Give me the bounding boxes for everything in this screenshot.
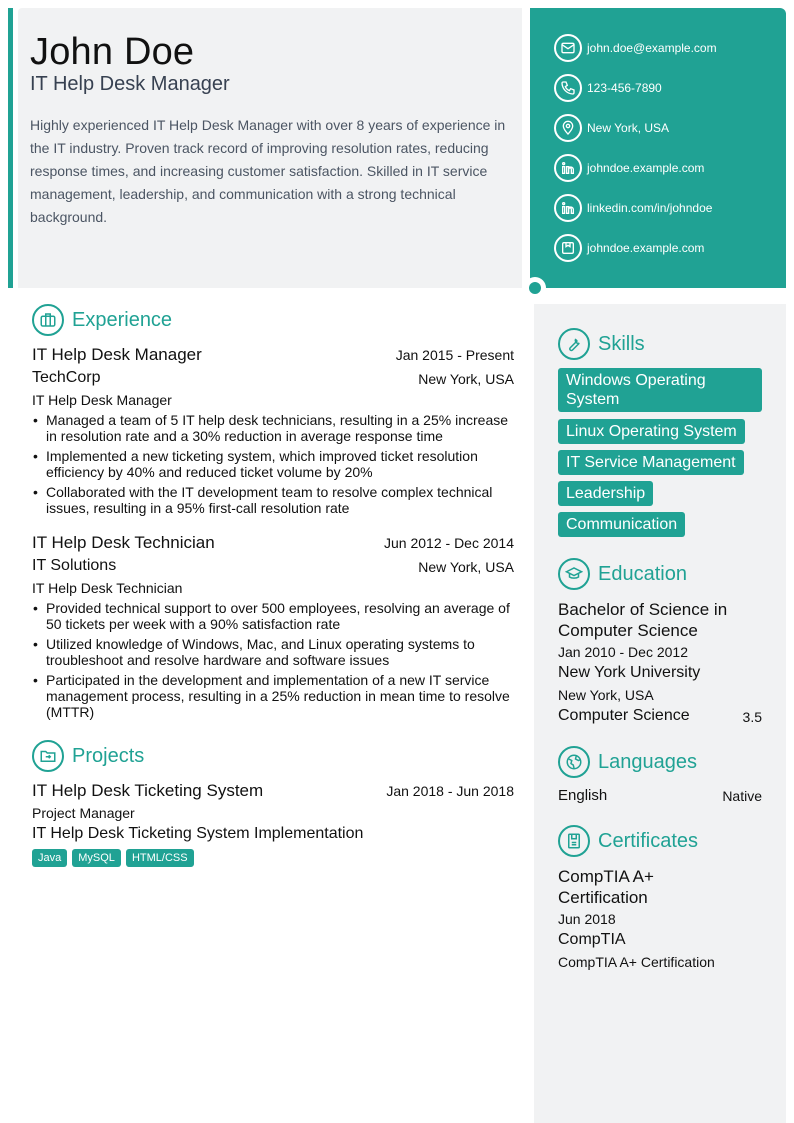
contact-website-1-text: johndoe.example.com xyxy=(587,161,705,175)
contact-location xyxy=(554,114,669,142)
job-bullets xyxy=(32,600,516,724)
linkedin-icon xyxy=(554,154,582,182)
skill-chip: Windows Operating System xyxy=(558,368,762,412)
education-dates: Jan 2010 - Dec 2012 xyxy=(558,644,688,660)
skills-heading xyxy=(558,328,645,360)
contact-panel xyxy=(530,8,786,288)
job-title: IT Help Desk Manager xyxy=(32,345,202,364)
job-location: New York, USA xyxy=(418,371,514,387)
list-item: • Implemented a new ticketing system, which improved ticket resolution efficiency by 40% and reduced ticket volume by 20% xyxy=(46,448,516,480)
certificate-date: Jun 2018 xyxy=(558,911,616,927)
language-name: English xyxy=(558,787,608,804)
certificates-title: Certificates xyxy=(598,829,699,852)
list-item: • Participated in the development and implementation of a new IT service management process, resulting in a 25% reduction in mean time to resolve (MTTR) xyxy=(46,672,516,720)
phone-icon xyxy=(554,74,582,102)
list-item: • Collaborated with the IT development team to resolve complex technical issues, resulting in a 95% first-call resolution rate xyxy=(46,484,516,516)
education-field: Computer Science xyxy=(558,707,690,724)
certificates-heading xyxy=(558,825,698,857)
list-item: • Provided technical support to over 500 employees, resolving an average of 50 tickets per week with a 90% satisfaction rate xyxy=(46,600,516,632)
contact-website-2[interactable] xyxy=(554,234,704,262)
project-role: Project Manager xyxy=(32,805,135,821)
header-accent-bar xyxy=(8,8,13,288)
skill-chip: Linux Operating System xyxy=(558,419,745,444)
folder-icon xyxy=(32,740,64,772)
list-item: • Managed a team of 5 IT help desk technicians, resulting in a 25% increase in resolution rate and a 30% reduction in average response time xyxy=(46,412,516,444)
job-dates: Jun 2012 - Dec 2014 xyxy=(384,535,514,551)
tag-chip: HTML/CSS xyxy=(126,849,194,867)
job-dates: Jan 2015 - Present xyxy=(395,347,514,363)
projects-title: Projects xyxy=(72,744,145,767)
job-location: New York, USA xyxy=(418,559,514,575)
candidate-name: John Doe xyxy=(30,31,195,73)
linkedin-icon xyxy=(554,194,582,222)
list-item: • Utilized knowledge of Windows, Mac, and Linux operating systems to troubleshoot and resolve hardware and software issues xyxy=(46,636,516,668)
contact-email-text: john.doe@example.com xyxy=(587,41,717,55)
certificate-name: CompTIA A+ Certification xyxy=(558,867,654,907)
contact-phone-text: 123-456-7890 xyxy=(587,81,662,95)
portfolio-icon xyxy=(554,234,582,262)
contact-website-1[interactable] xyxy=(554,154,704,182)
job-bullets xyxy=(32,412,516,520)
summary-text: Highly experienced IT Help Desk Manager with over 8 years of experience in the IT industry. Proven track record of improving resolution rates, reducing response times, and increasing customer satisfaction. Skilled in IT service management, leadership, and communication with a strong technical background. xyxy=(30,117,506,225)
languages-title: Languages xyxy=(598,750,697,773)
graduation-cap-icon xyxy=(558,558,590,590)
skill-chip: Leadership xyxy=(558,481,653,506)
job-position: IT Help Desk Technician xyxy=(32,580,183,596)
contact-email[interactable] xyxy=(554,34,717,62)
languages-heading xyxy=(558,746,697,778)
certificate-issuer: CompTIA xyxy=(558,931,626,948)
job-company: TechCorp xyxy=(32,369,101,386)
project-tags xyxy=(32,848,199,867)
contact-phone[interactable] xyxy=(554,74,662,102)
contact-linkedin[interactable] xyxy=(554,194,712,222)
education-degree: Bachelor of Science in Computer Science xyxy=(558,600,728,640)
certificate-detail: CompTIA A+ Certification xyxy=(558,954,715,970)
skills-title: Skills xyxy=(598,332,645,355)
language-level: Native xyxy=(722,788,762,804)
project-description: IT Help Desk Ticketing System Implementation xyxy=(32,825,364,842)
certificate-icon xyxy=(558,825,590,857)
tag-chip: MySQL xyxy=(72,849,121,867)
job-position: IT Help Desk Manager xyxy=(32,392,172,408)
mail-icon xyxy=(554,34,582,62)
projects-heading xyxy=(32,740,144,772)
contact-linkedin-text: linkedin.com/in/johndoe xyxy=(587,201,713,215)
job-company: IT Solutions xyxy=(32,557,117,574)
candidate-role: IT Help Desk Manager xyxy=(30,73,230,95)
experience-title: Experience xyxy=(72,308,173,331)
education-location: New York, USA xyxy=(558,687,654,703)
timeline-dot xyxy=(529,282,541,294)
education-title: Education xyxy=(598,562,687,585)
map-pin-icon xyxy=(554,114,582,142)
education-heading xyxy=(558,558,687,590)
briefcase-icon xyxy=(32,304,64,336)
experience-heading xyxy=(32,304,172,336)
education-school: New York University xyxy=(558,664,701,681)
skill-chip: Communication xyxy=(558,512,685,537)
contact-website-2-text: johndoe.example.com xyxy=(587,241,705,255)
job-title: IT Help Desk Technician xyxy=(32,533,215,552)
tag-chip: Java xyxy=(32,849,67,867)
wrench-icon xyxy=(558,328,590,360)
education-gpa: 3.5 xyxy=(742,709,762,725)
project-name: IT Help Desk Ticketing System xyxy=(32,781,264,800)
project-dates: Jan 2018 - Jun 2018 xyxy=(386,783,514,799)
contact-location-text: New York, USA xyxy=(587,121,670,135)
globe-icon xyxy=(558,746,590,778)
skill-chip: IT Service Management xyxy=(558,450,744,475)
